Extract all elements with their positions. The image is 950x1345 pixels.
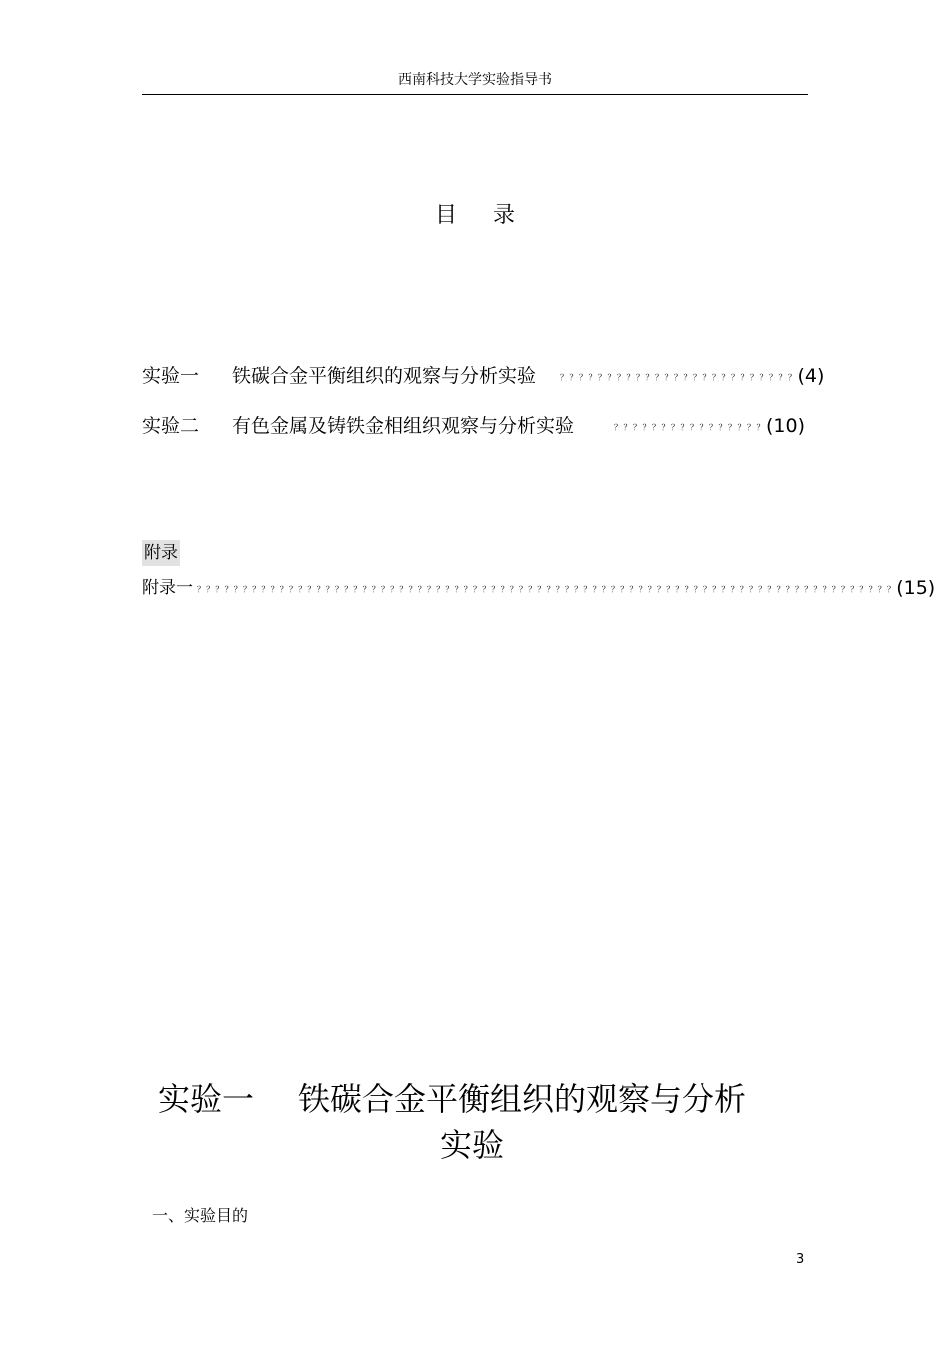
toc-entry-number: 实验二	[142, 415, 200, 437]
toc-entry-page: (15)	[896, 577, 936, 599]
chapter-title-line-1: 铁碳合金平衡组织的观察与分析	[298, 1080, 747, 1118]
page-number: 3	[796, 1252, 805, 1267]
chapter-number: 实验一	[158, 1080, 255, 1118]
toc-entry-number: 实验一	[142, 365, 200, 387]
header-rule	[142, 94, 808, 95]
section-heading: 一、实验目的	[152, 1206, 249, 1225]
toc-entry-page: (10)	[766, 415, 806, 437]
toc-entry-name: 有色金属及铸铁金相组织观察与分析实验	[232, 415, 575, 437]
toc-entry-1[interactable]	[142, 363, 824, 389]
toc-entry-leader: ？？？？？？？？？？？？？？？？？？？？？？？？？？？？？？？？？？？？？？？？？？？？？？？？？？？？？？？？？？？？？？？？？？？？？？？？？？？？	[197, 585, 897, 594]
appendix-label: 附录	[142, 540, 180, 566]
toc-entry-name: 附录一	[142, 578, 193, 598]
toc-entry-leader: ？？？？？？？？？？？？？？？？	[614, 423, 767, 432]
toc-entry-page: (4)	[797, 365, 825, 387]
toc-title: 目录	[434, 203, 551, 228]
running-header: 西南科技大学实验指导书	[398, 72, 552, 88]
toc-entry-2[interactable]	[142, 413, 805, 439]
toc-entry-name: 铁碳合金平衡组织的观察与分析实验	[232, 365, 537, 387]
chapter-title-line-2: 实验	[439, 1126, 504, 1164]
toc-appendix-entry[interactable]	[142, 575, 935, 601]
chapter-title	[158, 1076, 798, 1164]
toc-entry-leader: ？？？？？？？？？？？？？？？？？？？？？？？？？	[560, 373, 798, 382]
